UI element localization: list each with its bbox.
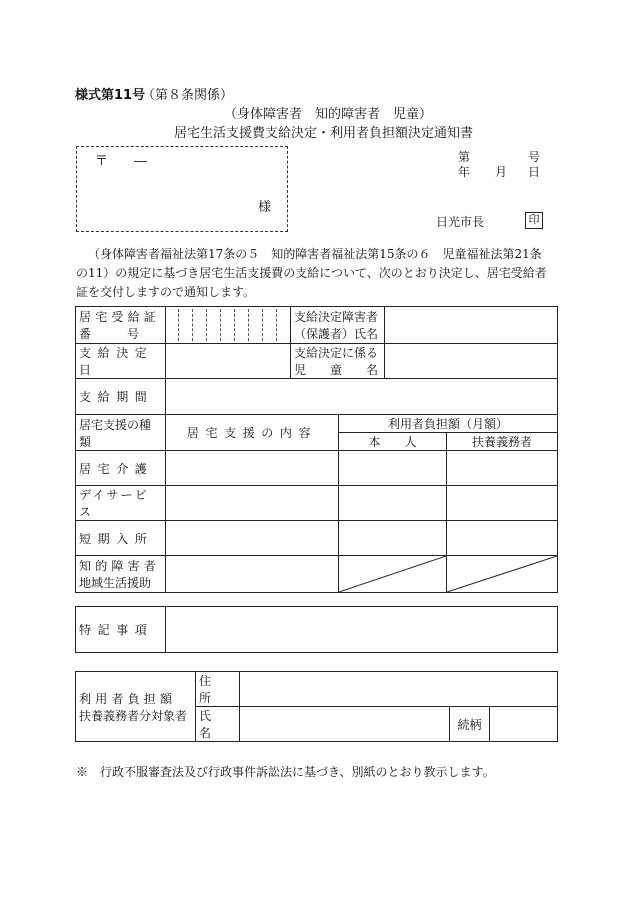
address-field[interactable]	[240, 672, 558, 707]
group-home-label	[76, 556, 166, 593]
relation-label: 続柄	[450, 707, 490, 742]
decision-date-label: 支給決定日	[76, 344, 166, 379]
page-title: 居宅生活支援費支給決定・利用者負担額決定通知書	[174, 126, 474, 141]
supporter-label-2: 扶養義務者分対象者	[79, 708, 188, 723]
month-label: 月	[495, 165, 508, 179]
name-field[interactable]	[240, 707, 450, 742]
home-care-supporter[interactable]	[447, 451, 558, 486]
group-home-supporter	[447, 556, 558, 593]
intro-line-2: の11）の規定に基づき居宅生活支援費の支給について、次のとおり決定し、居宅受給者	[76, 266, 547, 280]
group-home-self	[339, 556, 447, 593]
day-service-supporter[interactable]	[447, 486, 558, 521]
group-home-content[interactable]	[166, 556, 339, 593]
form-number: 様式第11号	[75, 88, 146, 103]
number-suffix: 号	[528, 150, 541, 164]
recipient-field[interactable]	[385, 307, 558, 344]
seal-mark: 印	[525, 212, 543, 229]
day-service-content[interactable]	[166, 486, 339, 521]
group-home-label-1: 知的障害者	[79, 559, 161, 573]
recipient-label-1: 支給決定障害者	[294, 310, 379, 324]
supporter-label	[76, 672, 196, 742]
short-stay-supporter[interactable]	[447, 521, 558, 556]
remarks-table	[75, 606, 558, 653]
period-field[interactable]	[166, 379, 558, 415]
main-table	[75, 306, 558, 593]
day-label: 日	[528, 165, 541, 179]
diagonal-strike	[339, 556, 446, 592]
burden-header: 利用者負担額（月額）	[339, 415, 558, 433]
name-label: 氏名	[196, 707, 240, 742]
period-label: 支給期間	[76, 379, 166, 415]
short-stay-label: 短期入所	[76, 521, 166, 556]
row-cert-number	[76, 307, 558, 344]
remarks-field[interactable]	[166, 607, 558, 653]
short-stay-content[interactable]	[166, 521, 339, 556]
cert-number-label-2: 番 号	[79, 327, 140, 341]
self-header: 本 人	[339, 433, 447, 451]
cert-number-field[interactable]	[166, 307, 291, 344]
row-short-stay	[76, 521, 558, 556]
home-care-self[interactable]	[339, 451, 447, 486]
child-label-2: 児 童 名	[294, 363, 379, 377]
row-day-service	[76, 486, 558, 521]
supporter-table	[75, 671, 558, 742]
supporter-label-1: 利用者負担額	[79, 691, 177, 706]
relation-field[interactable]	[490, 707, 558, 742]
issuer: 日光市長	[436, 215, 485, 229]
category-line: （身体障害者 知的障害者 児童）	[224, 107, 433, 122]
remarks-label: 特記事項	[76, 607, 166, 653]
service-type-header: 居宅支援の種類	[76, 415, 166, 451]
recipient-label	[291, 307, 385, 344]
footnote: ※ 行政不服審査法及び行政事件訴訟法に基づき、別紙のとおり教示します。	[76, 765, 495, 779]
number-prefix: 第	[458, 150, 471, 164]
form-relation: （第８条関係）	[142, 88, 234, 103]
decision-date-field[interactable]	[166, 344, 291, 379]
intro-line-1: （身体障害者福祉法第17条の５ 知的障害者福祉法第15条の６ 児童福祉法第21条	[88, 247, 542, 261]
year-label: 年	[458, 165, 471, 179]
day-service-self[interactable]	[339, 486, 447, 521]
child-label	[291, 344, 385, 379]
day-service-label: デイサービス	[76, 486, 166, 521]
postal-mark: 〒 ―	[95, 154, 148, 169]
child-label-1: 支給決定に係る	[294, 346, 379, 360]
home-care-label: 居宅介護	[76, 451, 166, 486]
cert-number-label	[76, 307, 166, 344]
row-home-care	[76, 451, 558, 486]
recipient-label-2: （保護者）氏名	[294, 327, 379, 341]
diagonal-strike	[447, 556, 557, 592]
address-label: 住所	[196, 672, 240, 707]
home-care-content[interactable]	[166, 451, 339, 486]
row-decision-date	[76, 344, 558, 379]
cert-number-label-1: 居宅受給証	[79, 310, 161, 324]
row-period	[76, 379, 558, 415]
supporter-header: 扶養義務者	[447, 433, 558, 451]
honorific: 様	[258, 200, 272, 215]
row-group-home	[76, 556, 558, 593]
child-field[interactable]	[385, 344, 558, 379]
short-stay-self[interactable]	[339, 521, 447, 556]
row-header-1	[76, 415, 558, 433]
content-header: 居宅支援の内容	[166, 415, 339, 451]
group-home-label-2: 地域生活援助	[79, 576, 152, 590]
intro-line-3: 証を交付しますので通知します。	[76, 285, 256, 299]
